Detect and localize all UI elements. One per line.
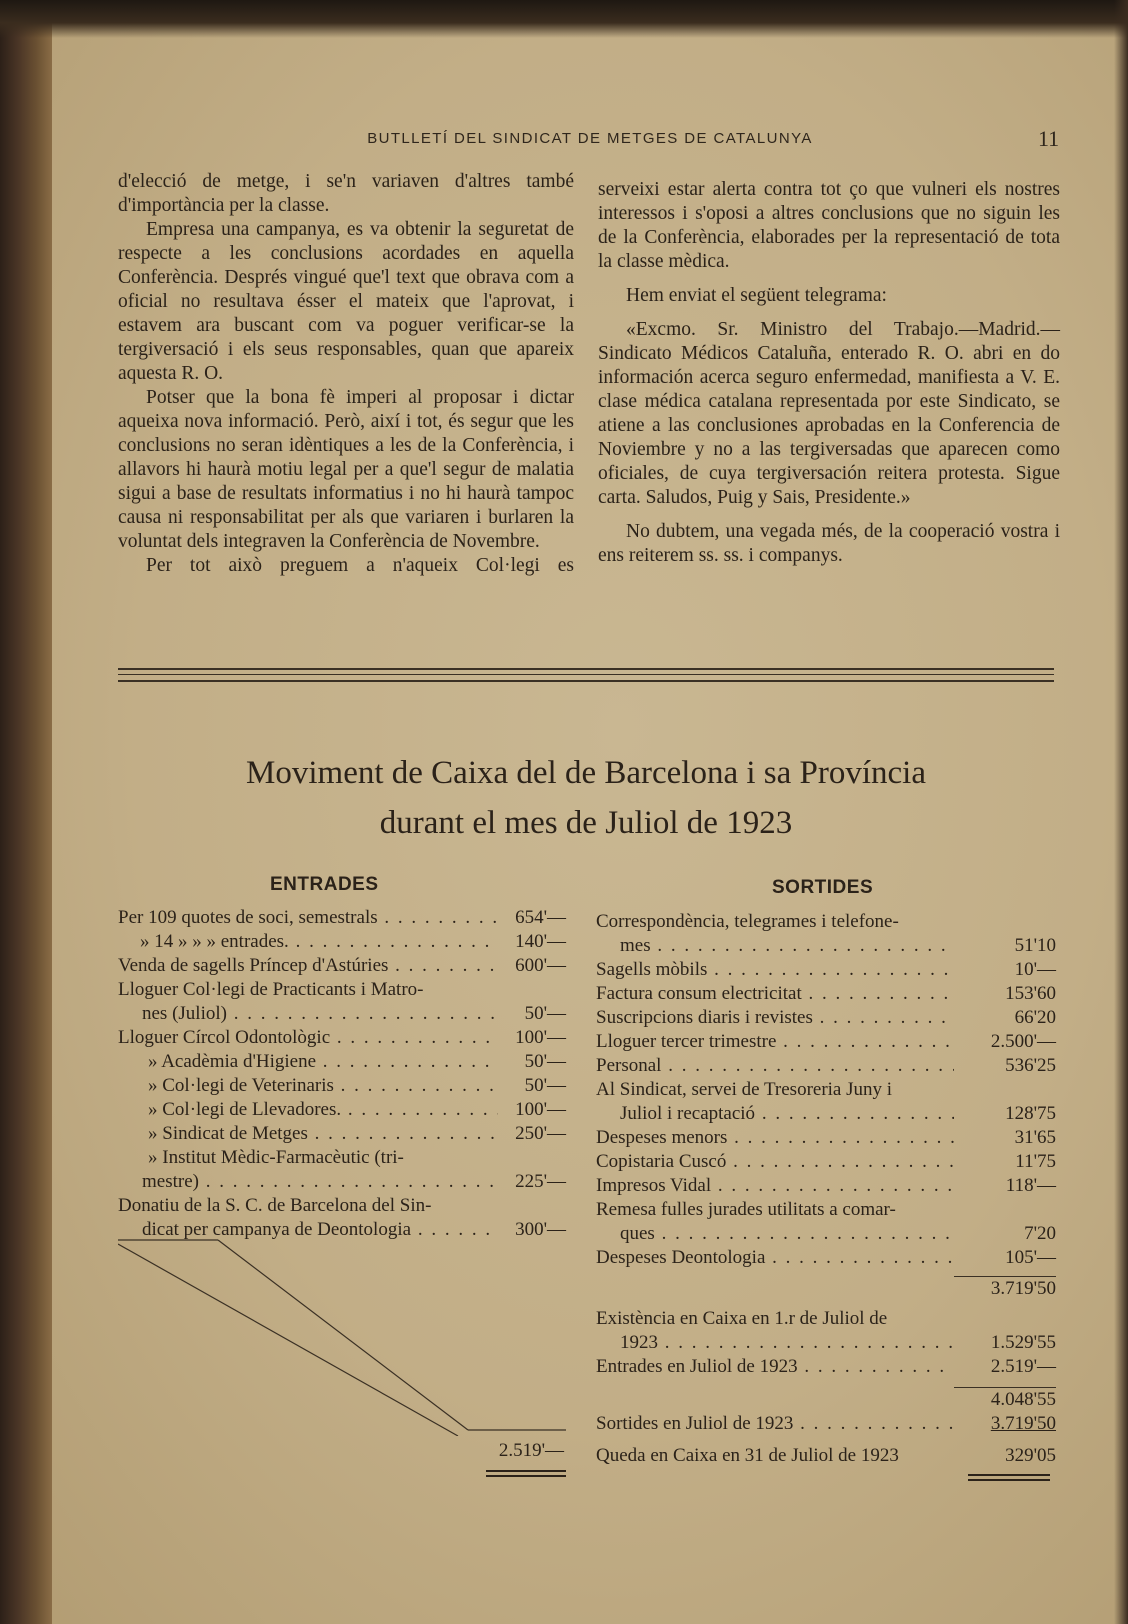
entry-label: » Acadèmia d'Higiene . . .	[118, 1050, 498, 1074]
entry-label: Entrades en Juliol de 1923 . . .	[596, 1355, 954, 1379]
ledger-row	[118, 1194, 566, 1242]
entry-label: Sagells mòbils . . .	[596, 958, 954, 982]
entry-label: Venda de sagells Príncep d'Astúries . . .	[118, 954, 498, 978]
entry-amount: 2.500'—	[990, 1031, 1056, 1052]
entry-label: Correspondència, telegrames i telefone-	[596, 911, 899, 932]
entry-label: Lloguer Círcol Odontològic . . .	[118, 1026, 498, 1050]
scan-right-edge	[1114, 0, 1128, 1624]
entry-amount: 140'—	[515, 931, 566, 952]
entry-label: Lloguer tercer trimestre . . .	[596, 1030, 954, 1054]
ledger-row	[118, 1026, 566, 1050]
ledger-row	[118, 1146, 566, 1194]
entry-label: » Col·legi de Llevadores. . . .	[118, 1098, 498, 1122]
book-spine	[0, 0, 52, 1624]
paragraph: serveixi estar alerta contra tot ço que vulneri els nostres interessos i s'oposi a altres conclusions que no siguin les de la Conferència, elaborades per la representació de tota la classe mèdica.	[598, 179, 1060, 272]
entry-amount: 50'—	[524, 1003, 566, 1024]
left-text-column	[118, 170, 574, 578]
entry-label: Despeses Deontologia . . .	[596, 1246, 954, 1270]
entry-label: Factura consum electricitat . . .	[596, 982, 954, 1006]
entry-label-block	[596, 1307, 954, 1355]
ledger-row	[596, 1126, 1056, 1150]
ledger-row	[596, 1355, 1056, 1379]
sortides-subtotal: 3.719'50	[954, 1276, 1056, 1301]
page-number: 11	[1038, 126, 1060, 151]
entry-label-block	[118, 978, 498, 1026]
total-rule	[968, 1479, 1050, 1481]
entry-label-block	[596, 910, 954, 958]
scan-top-edge	[0, 0, 1128, 38]
entrades-heading: ENTRADES	[270, 874, 379, 895]
entry-label: Per 109 quotes de soci, semestrals . . .	[118, 906, 498, 930]
entry-amount: 50'—	[524, 1075, 566, 1096]
entry-amount: 118'—	[1005, 1175, 1056, 1196]
entry-amount: 250'—	[515, 1123, 566, 1144]
entry-label-cont: Juliol i recaptació . . .	[596, 1102, 954, 1126]
section-divider	[118, 668, 1054, 670]
entry-label: Personal . . .	[596, 1054, 954, 1078]
queda-amount: 329'05	[1005, 1445, 1056, 1466]
entrades-ledger	[118, 906, 566, 1242]
entry-label: Sortides en Juliol de 1923 . . .	[596, 1412, 954, 1436]
entry-amount: 10'—	[1014, 959, 1056, 980]
ledger-row	[118, 978, 566, 1026]
entry-label-cont: 1923 . . .	[596, 1331, 954, 1355]
ledger-row	[596, 1030, 1056, 1054]
entry-label: Existència en Caixa en 1.r de Juliol de	[596, 1308, 888, 1329]
paragraph: Hem enviat el següent telegrama:	[626, 285, 887, 306]
entry-label: Despeses menors . . .	[596, 1126, 954, 1150]
entry-label: Lloguer Col·legi de Practicants i Matro-	[118, 979, 424, 1000]
section-divider	[118, 680, 1054, 682]
ledger-row	[596, 958, 1056, 982]
total-rule	[968, 1474, 1050, 1476]
entry-label-cont: mes . . .	[596, 934, 954, 958]
subtotal-row	[596, 1387, 1056, 1412]
right-text-column	[598, 178, 1060, 568]
ledger-row	[596, 1444, 1056, 1468]
subtotal-row	[596, 1276, 1056, 1301]
entry-amount: 654'—	[515, 907, 566, 928]
entry-label: » Institut Mèdic-Farmacèutic (tri-	[148, 1147, 404, 1168]
entry-amount: 600'—	[515, 955, 566, 976]
entry-label: Impresos Vidal . . .	[596, 1174, 954, 1198]
entry-amount: 225'—	[515, 1171, 566, 1192]
entry-amount: 100'—	[515, 1027, 566, 1048]
entry-amount: 536'25	[1005, 1055, 1056, 1076]
running-title: BUTLLETÍ DEL SINDICAT DE METGES DE CATALUNYA	[367, 130, 813, 147]
sortides-ledger	[596, 910, 1056, 1468]
entrades-juliol-amount: 2.519'—	[990, 1356, 1056, 1377]
section-divider	[118, 674, 1054, 675]
ledger-row	[118, 1098, 566, 1122]
report-title	[118, 748, 1054, 848]
paragraph: d'elecció de metge, i se'n variaven d'altres també d'importància per la classe.	[118, 171, 574, 216]
entry-label: Copistaria Cuscó . . .	[596, 1150, 954, 1174]
entry-label-block	[596, 1198, 954, 1246]
paragraph: Per tot això preguem a n'aqueix Col·legi es	[146, 555, 574, 576]
entry-amount: 51'10	[1014, 935, 1056, 956]
filler-line	[118, 1244, 458, 1436]
ledger-row	[596, 1246, 1056, 1270]
queda-label: Queda en Caixa en 31 de Juliol de 1923	[596, 1445, 899, 1466]
entry-label: Donatiu de la S. C. de Barcelona del Sin-	[118, 1195, 432, 1216]
paragraph: No dubtem, una vegada més, de la cooperació vostra i ens reiterem ss. ss. i companys.	[598, 521, 1060, 566]
ledger-row	[596, 982, 1056, 1006]
sum-total: 4.048'55	[954, 1387, 1056, 1412]
ledger-row	[596, 1198, 1056, 1246]
entry-label-block	[118, 1194, 498, 1242]
report-title-line2: durant el mes de Juliol de 1923	[379, 805, 793, 841]
ledger-row	[596, 1150, 1056, 1174]
entry-label: Remesa fulles jurades utilitats a comar-	[596, 1199, 896, 1220]
sortides-juliol-amount: 3.719'50	[990, 1413, 1056, 1434]
entry-amount: 66'20	[1014, 1007, 1056, 1028]
ledger-row	[596, 910, 1056, 958]
entry-amount: 7'20	[1024, 1223, 1056, 1244]
entry-label-cont: nes (Juliol) . . .	[118, 1002, 498, 1026]
entry-label-block	[596, 1078, 954, 1126]
entry-amount: 50'—	[524, 1051, 566, 1072]
ledger-row	[596, 1054, 1056, 1078]
filler-line	[218, 1240, 468, 1430]
entry-amount: 153'60	[1005, 983, 1056, 1004]
entry-label: Suscripcions diaris i revistes . . .	[596, 1006, 954, 1030]
existencia-amount: 1.529'55	[990, 1332, 1056, 1353]
total-rule	[486, 1470, 566, 1472]
entry-amount: 128'75	[1005, 1103, 1056, 1124]
report-title-line1: Moviment de Caixa del de Barcelona i sa Província	[246, 755, 926, 791]
entry-amount: 31'65	[1014, 1127, 1056, 1148]
telegram-text: «Excmo. Sr. Ministro del Trabajo.—Madrid.—Sindicato Médicos Cataluña, enterado R. O. abri en do información acerca seguro enfermedad, manifiesta a V. E. clase médica catalana representada por este Sindicato, se atiene a las conclusiones aprobadas en la Conferencia de Noviembre y no a las tergiversadas que aparecen como oficiales, de cuya tergiversación reitera protesta. Sigue carta. Saludos, Puig y Sais, Presidente.»	[598, 319, 1060, 508]
ledger-row	[118, 1050, 566, 1074]
entry-amount: 100'—	[515, 1099, 566, 1120]
total-rule	[486, 1475, 566, 1477]
ledger-row	[118, 954, 566, 978]
entry-label-cont: dicat per campanya de Deontologia . . .	[118, 1218, 498, 1242]
entry-label-cont: mestre) . . .	[118, 1170, 498, 1194]
ledger-row	[596, 1412, 1056, 1436]
entrades-total: 2.519'—	[498, 1440, 564, 1461]
ledger-row	[118, 1122, 566, 1146]
ledger-row	[118, 906, 566, 930]
ledger-row	[118, 930, 566, 954]
entry-amount: 105'—	[1005, 1247, 1056, 1268]
entry-amount: 11'75	[1015, 1151, 1056, 1172]
paragraph: Potser que la bona fè imperi al proposar i dictar aqueixa nova informació. Però, així i tot, és segur que les conclusions no seran idèntiques a les de la Conferència, i allavors hi haurà motiu legal per a que'l segur de malatia sigui a base de resultats informatius i no hi haurà tampoc causa ni responsabilitat per als que variaren i burlaren la voluntat dels integraven la Conferència de Novembre.	[118, 387, 574, 552]
entry-label-cont: ques . . .	[596, 1222, 954, 1246]
entry-label: Al Sindicat, servei de Tresoreria Juny i	[596, 1079, 893, 1100]
paragraph: Empresa una campanya, es va obtenir la seguretat de respecte a les conclusions acordades en aquella Conferència. Després vingué que'l text que obrava com a oficial no resultava ésser el mateix que l'aprovat, i estavem ara buscant com va poguer verificar-se la tergiversació i els seus responsables, quan que apareix aquesta R. O.	[118, 219, 574, 384]
entry-label: » 14 » » » entrades. . . .	[118, 930, 498, 954]
entry-label: » Sindicat de Metges . . .	[118, 1122, 498, 1146]
ledger-row	[596, 1174, 1056, 1198]
entry-label: » Col·legi de Veterinaris . . .	[118, 1074, 498, 1098]
ledger-row	[118, 1074, 566, 1098]
ledger-row	[596, 1006, 1056, 1030]
entry-label-block	[118, 1146, 498, 1194]
ledger-row	[596, 1078, 1056, 1126]
entry-amount: 300'—	[515, 1219, 566, 1240]
sortides-heading: SORTIDES	[772, 877, 874, 898]
ledger-row	[596, 1307, 1056, 1355]
ledger-filler-lines	[118, 1236, 568, 1436]
